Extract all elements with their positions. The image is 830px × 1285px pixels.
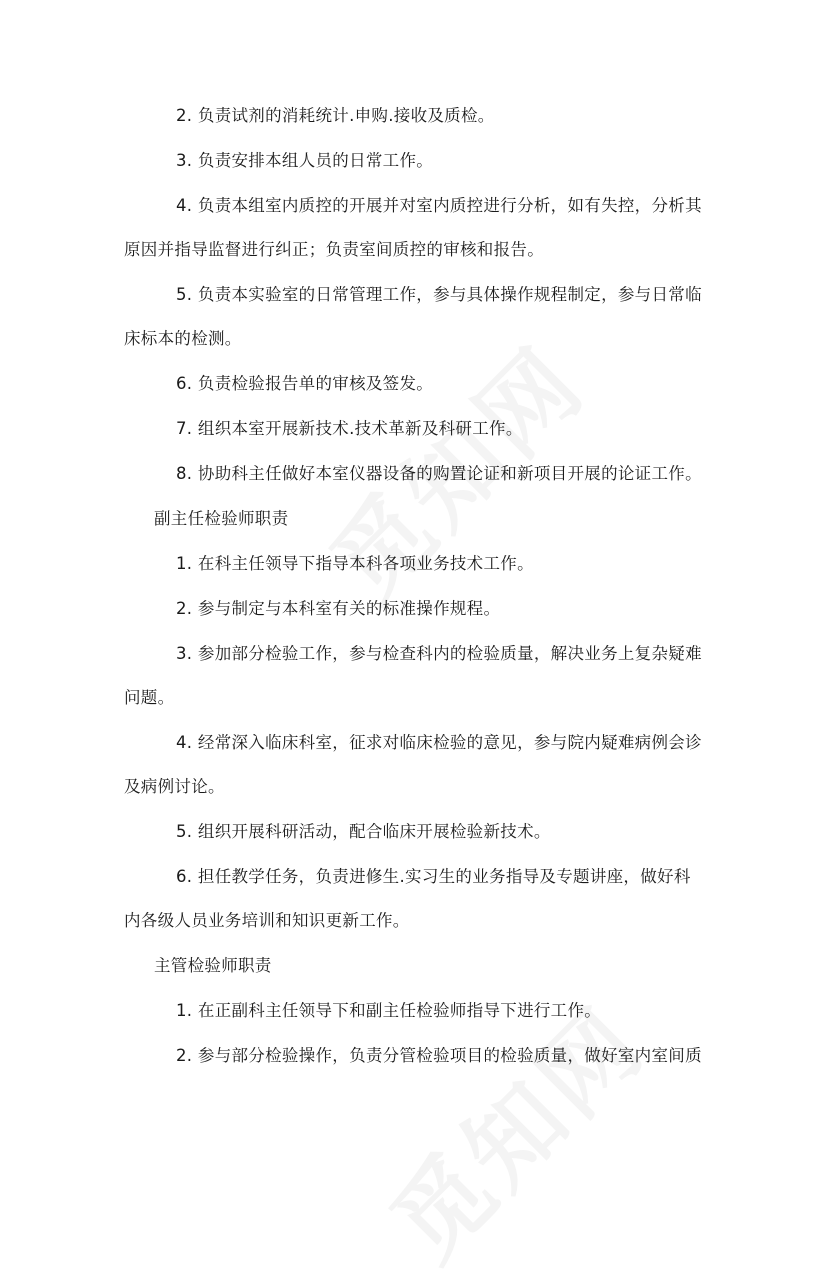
list-item-continuation: 床标本的检测。	[124, 329, 242, 348]
section-heading: 副主任检验师职责	[154, 509, 289, 528]
list-item-text: 6. 负责检验报告单的审核及签发。	[176, 374, 434, 393]
list-item-text: 2. 参与部分检验操作，负责分管检验项目的检验质量，做好室内室间质	[176, 1046, 702, 1065]
list-item-text: 6. 担任教学任务，负责进修生.实习生的业务指导及专题讲座，做好科	[176, 867, 691, 886]
list-item-text: 2. 负责试剂的消耗统计.申购.接收及质检。	[176, 106, 495, 125]
list-item-text: 4. 经常深入临床科室，征求对临床检验的意见，参与院内疑难病例会诊	[176, 733, 702, 752]
section-heading: 主管检验师职责	[154, 956, 272, 975]
list-item-continuation: 及病例讨论。	[124, 777, 225, 796]
list-item-continuation: 原因并指导监督进行纠正；负责室间质控的审核和报告。	[124, 240, 544, 259]
list-item-continuation: 内各级人员业务培训和知识更新工作。	[124, 911, 410, 930]
list-item-text: 1. 在科主任领导下指导本科各项业务技术工作。	[176, 554, 534, 573]
list-item-text: 5. 组织开展科研活动，配合临床开展检验新技术。	[176, 822, 551, 841]
list-item-text: 3. 参加部分检验工作，参与检查科内的检验质量，解决业务上复杂疑难	[176, 644, 702, 663]
list-item-text: 7. 组织本室开展新技术.技术革新及科研工作。	[176, 419, 523, 438]
list-item-text: 8. 协助科主任做好本室仪器设备的购置论证和新项目开展的论证工作。	[176, 464, 702, 483]
list-item-continuation: 问题。	[124, 688, 175, 707]
document-body	[124, 105, 714, 1067]
list-item-text: 5. 负责本实验室的日常管理工作，参与具体操作规程制定，参与日常临	[176, 285, 702, 304]
list-item-text: 4. 负责本组室内质控的开展并对室内质控进行分析，如有失控，分析其	[176, 196, 702, 215]
list-item-text: 2. 参与制定与本科室有关的标准操作规程。	[176, 599, 501, 618]
list-item-text: 1. 在正副科主任领导下和副主任检验师指导下进行工作。	[176, 1001, 602, 1020]
list-item-text: 3. 负责安排本组人员的日常工作。	[176, 151, 434, 170]
